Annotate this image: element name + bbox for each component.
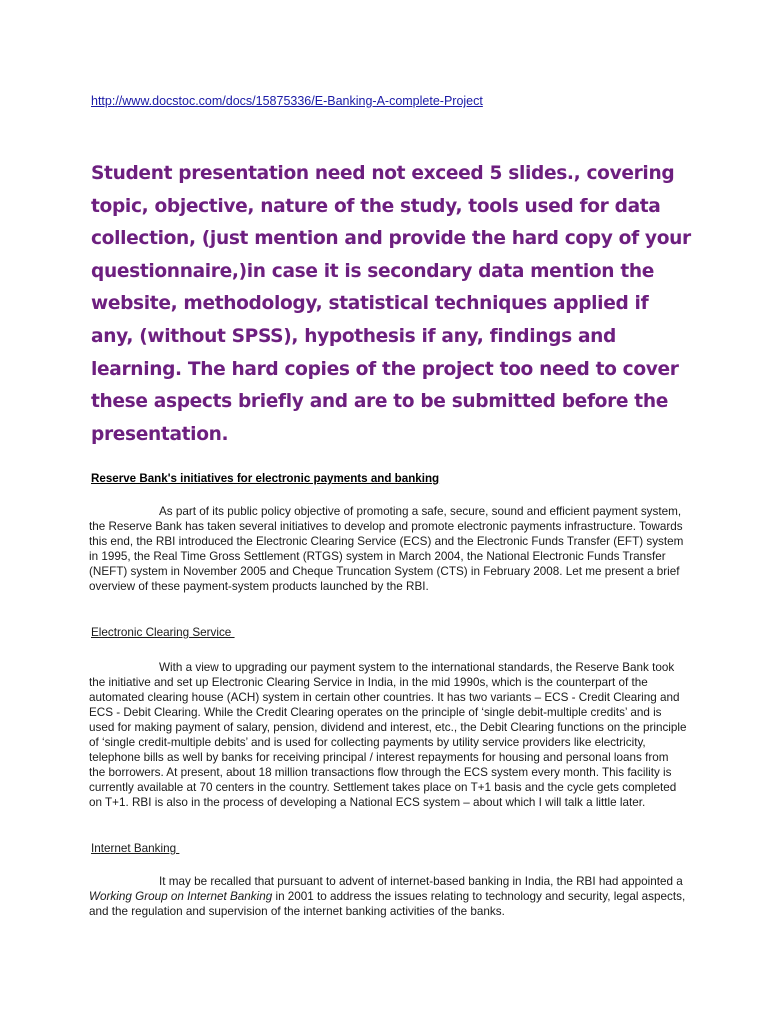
section-title: Reserve Bank's initiatives for electronic payments and banking (91, 472, 440, 485)
ecs-paragraph: With a view to upgrading our payment system to the international standards, the Reserve Bank took the initiative and set up Electronic Clearing Service in India, in the mid 1990s, which is the counterpart of the automated clearing house (ACH) system in certain other countries. It has two variants – ECS - Credit Clearing and ECS - Debit Clearing. While the Credit Clearing operates on the principle of ‘single debit-multiple credits’ and is used for making payment of salary, pension, dividend and interest, etc., the Debit Clearing functions on the principle of ‘single credit-multiple debits’ and is used for collecting payments by utility service providers like electricity, telephone bills as well by banks for receiving principal / interest repayments for housing and personal loans from the borrowers. At present, about 18 million transactions flow through the ECS system every month. This facility is currently available at 70 centers in the country. Settlement takes place on T+1 basis and the cycle gets completed on T+1. RBI is also in the process of developing a National ECS system – about which I will talk a little later. (89, 661, 687, 809)
ecs-heading: Electronic Clearing Service (91, 626, 235, 639)
source-link[interactable]: http://www.docstoc.com/docs/15875336/E-Banking-A-complete-Project (91, 94, 483, 108)
internet-banking-paragraph (89, 874, 687, 919)
working-group-name: Working Group on Internet Banking (89, 890, 273, 903)
internet-banking-text-end: in 2001 to address the issues relating to technology and security, legal aspects, and the regulation and supervision of the internet banking activities of the banks. (89, 890, 686, 918)
internet-banking-text-start: It may be recalled that pursuant to advent of internet-based banking in India, the RBI had appointed a (159, 875, 683, 888)
intro-paragraph: As part of its public policy objective of promoting a safe, secure, sound and efficient payment system, the Reserve Bank has taken several initiatives to develop and promote electronic payments infrastructure. Towards this end, the RBI introduced the Electronic Clearing Service (ECS) and the Electronic Funds Transfer (EFT) system in 1995, the Real Time Gross Settlement (RTGS) system in March 2004, the National Electronic Funds Transfer (NEFT) system in November 2005 and Cheque Truncation System (CTS) in February 2008. Let me present a brief overview of these payment-system products launched by the RBI. (89, 505, 684, 593)
presentation-instructions: Student presentation need not exceed 5 slides., covering topic, objective, nature of the study, tools used for data collection, (just mention and provide the hard copy of your questionnaire,)in case it is secondary data mention the website, methodology, statistical techniques applied if any, (without SPSS), hypothesis if any, findings and learning. The hard copies of the project too need to cover these aspects briefly and are to be submitted before the presentation. (91, 163, 691, 445)
internet-banking-heading: Internet Banking (91, 842, 180, 855)
